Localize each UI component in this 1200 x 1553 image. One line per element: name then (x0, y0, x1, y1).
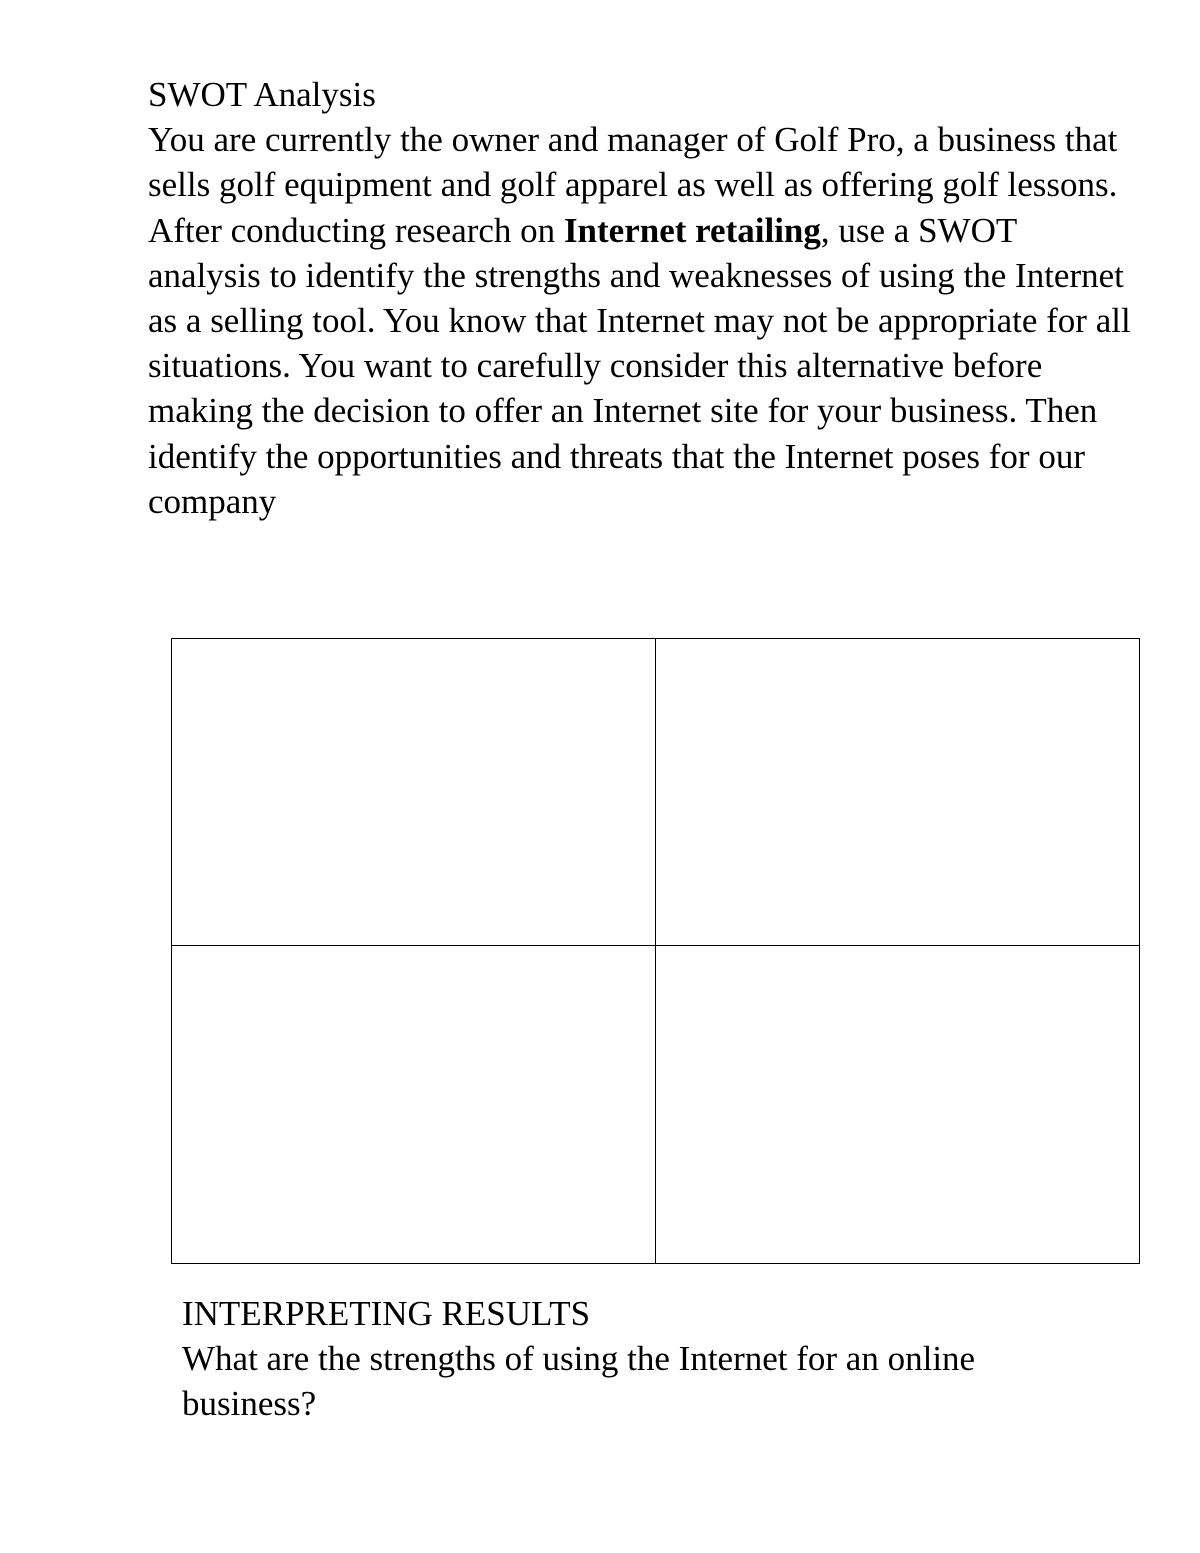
swot-cell-bottom-right[interactable] (656, 946, 1139, 1263)
section-heading: INTERPRETING RESULTS (182, 1294, 591, 1333)
prompt-text-part2: , use a SWOT analysis to identify the strengths and weaknesses of using the Internet as a selling tool. You know that Internet may not be appropriate for all situations. You want to carefully consider this alternative before making the decision to offer an Internet site for your business. Then identify the opportunities and threats that the Internet poses for our company (148, 210, 1131, 521)
question-text: What are the strengths of using the Internet for an online business? (182, 1339, 976, 1424)
assignment-prompt (148, 117, 1138, 524)
document-title: SWOT Analysis (148, 75, 376, 114)
results-block (182, 1291, 1112, 1427)
swot-cell-bottom-left[interactable] (172, 946, 656, 1263)
intro-block (148, 72, 1138, 524)
prompt-text-part1: You are currently the owner and manager of Golf Pro, a business that sells golf equipment and golf apparel as well as offering golf lessons. After conducting research on (148, 120, 1118, 250)
swot-cell-top-right[interactable] (656, 639, 1139, 946)
prompt-bold-term: Internet retailing (563, 210, 821, 250)
swot-cell-top-left[interactable] (172, 639, 656, 946)
swot-grid (171, 638, 1140, 1264)
